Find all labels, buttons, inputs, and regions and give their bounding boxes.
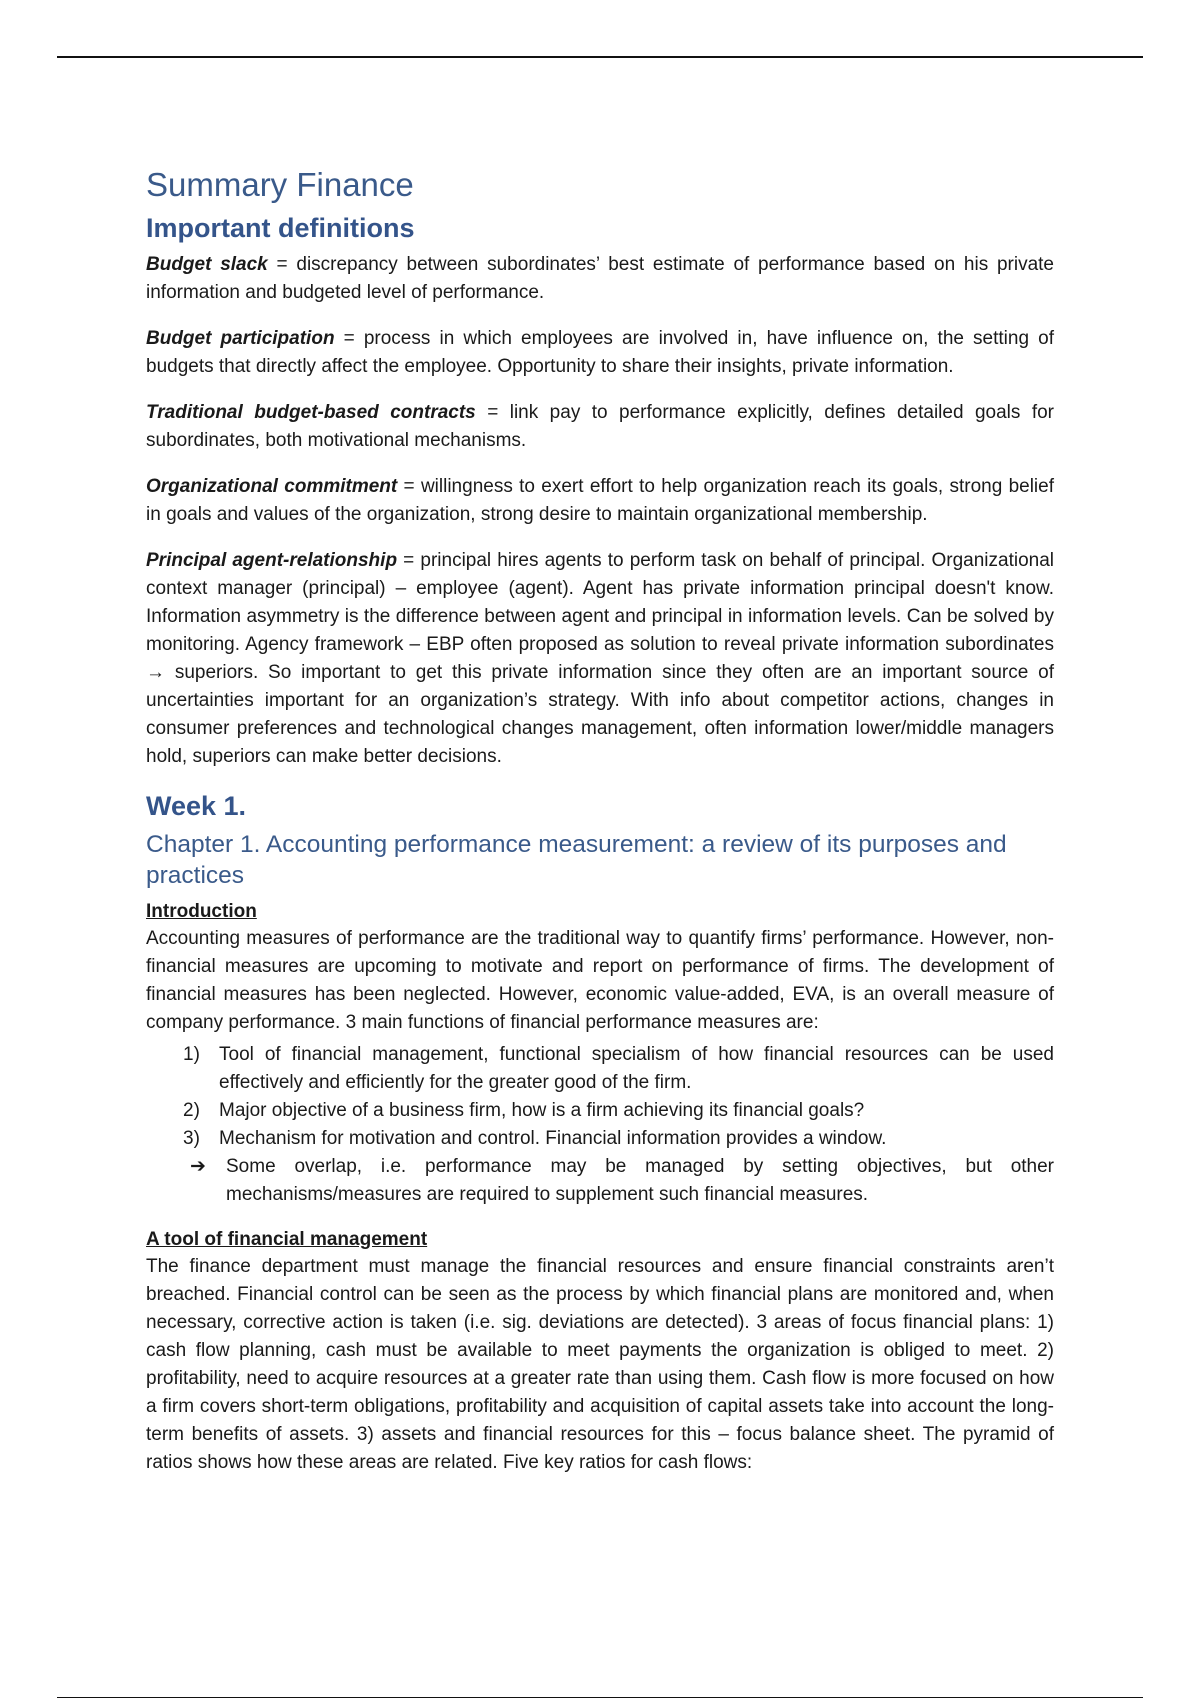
list-number: 2) — [183, 1100, 200, 1121]
definition-term: Budget slack — [146, 254, 268, 275]
header-rule — [57, 56, 1143, 58]
definitions-heading: Important definitions — [146, 213, 415, 243]
definition-text: = link pay to performance explicitly, defines detailed goals for subordinates, both motivational mechanisms. — [146, 402, 1054, 451]
financial-management-heading: A tool of financial management — [146, 1229, 428, 1250]
document-page — [146, 165, 1054, 1495]
definition-term: Traditional budget-based contracts — [146, 402, 476, 423]
list-item-text: Major objective of a business firm, how is a firm achieving its financial goals? — [219, 1100, 865, 1121]
arrow-note — [146, 1153, 1054, 1209]
definition-text: = process in which employees are involved in, have influence on, the setting of budgets that directly affect the employee. Opportunity to share their insights, private information. — [146, 328, 1054, 377]
definition-text: = willingness to exert effort to help organization reach its goals, strong belief in goals and values of the organization, strong desire to maintain organizational membership. — [146, 476, 1055, 525]
arrow-right-icon: ➔ — [190, 1156, 206, 1177]
introduction-heading: Introduction — [146, 901, 257, 922]
document-title: Summary Finance — [146, 166, 414, 203]
definition-term: Organizational commitment — [146, 476, 398, 497]
list-item — [146, 1097, 1054, 1125]
list-item — [146, 1125, 1054, 1153]
chapter-heading: Chapter 1. Accounting performance measurement: a review of its purposes and practices — [146, 831, 1007, 889]
list-number: 1) — [183, 1044, 200, 1065]
list-item-text: Tool of financial management, functional specialism of how financial resources can be used effectively and efficiently for the greater good of the firm. — [219, 1044, 1054, 1093]
week-heading: Week 1. — [146, 791, 247, 821]
definition-organizational-commitment — [146, 473, 1054, 529]
definition-traditional-contracts — [146, 399, 1054, 455]
footer-rule — [57, 1697, 1143, 1698]
list-item — [146, 1041, 1054, 1097]
functions-list — [146, 1041, 1054, 1153]
list-number: 3) — [183, 1128, 200, 1149]
definition-principal-agent — [146, 547, 1054, 771]
financial-management-paragraph: The finance department must manage the financial resources and ensure financial constraints aren’t breached. Financial control can be seen as the process by which financial plans are monitored and, when necessary, corrective action is taken (i.e. sig. deviations are detected). 3 areas of focus financial plans: 1) cash flow planning, cash must be available to meet payments the organization is obliged to meet. 2) profitability, need to acquire resources at a greater rate than using them. Cash flow is more focused on how a firm covers short-term obligations, profitability and acquisition of capital assets take into account the long-term benefits of assets. 3) assets and financial resources for this – focus balance sheet. The pyramid of ratios shows how these areas are related. Five key ratios for cash flows: — [146, 1256, 1054, 1473]
list-item-text: Mechanism for motivation and control. Financial information provides a window. — [219, 1128, 887, 1149]
introduction-paragraph: Accounting measures of performance are the traditional way to quantify firms’ performance. However, non-financial measures are upcoming to motivate and report on performance of firms. The development of financial measures has been neglected. However, economic value-added, EVA, is an overall measure of company performance. 3 main functions of financial performance measures are: — [146, 928, 1054, 1033]
arrow-note-text: Some overlap, i.e. performance may be managed by setting objectives, but other mechanisms/measures are required to supplement such financial measures. — [226, 1156, 1054, 1205]
definition-text: = discrepancy between subordinates’ best estimate of performance based on his private information and budgeted level of performance. — [146, 254, 1054, 303]
definition-budget-participation — [146, 325, 1054, 381]
definition-text: = principal hires agents to perform task on behalf of principal. Organizational context manager (principal) – employee (agent). Agent has private information principal doesn't know. Information asymmetry is the difference between agent and principal in information levels. Can be solved by monitoring. Agency framework – EBP often proposed as solution to reveal private information subordinates → superiors. So important to get this private information since they often are an important source of uncertainties important for an organization’s strategy. With info about competitor actions, changes in consumer preferences and technological changes management, often information lower/middle managers hold, superiors can make better decisions. — [146, 550, 1054, 767]
definition-term: Budget participation — [146, 328, 335, 349]
definition-term: Principal agent-relationship — [146, 550, 398, 571]
definition-budget-slack — [146, 251, 1054, 307]
